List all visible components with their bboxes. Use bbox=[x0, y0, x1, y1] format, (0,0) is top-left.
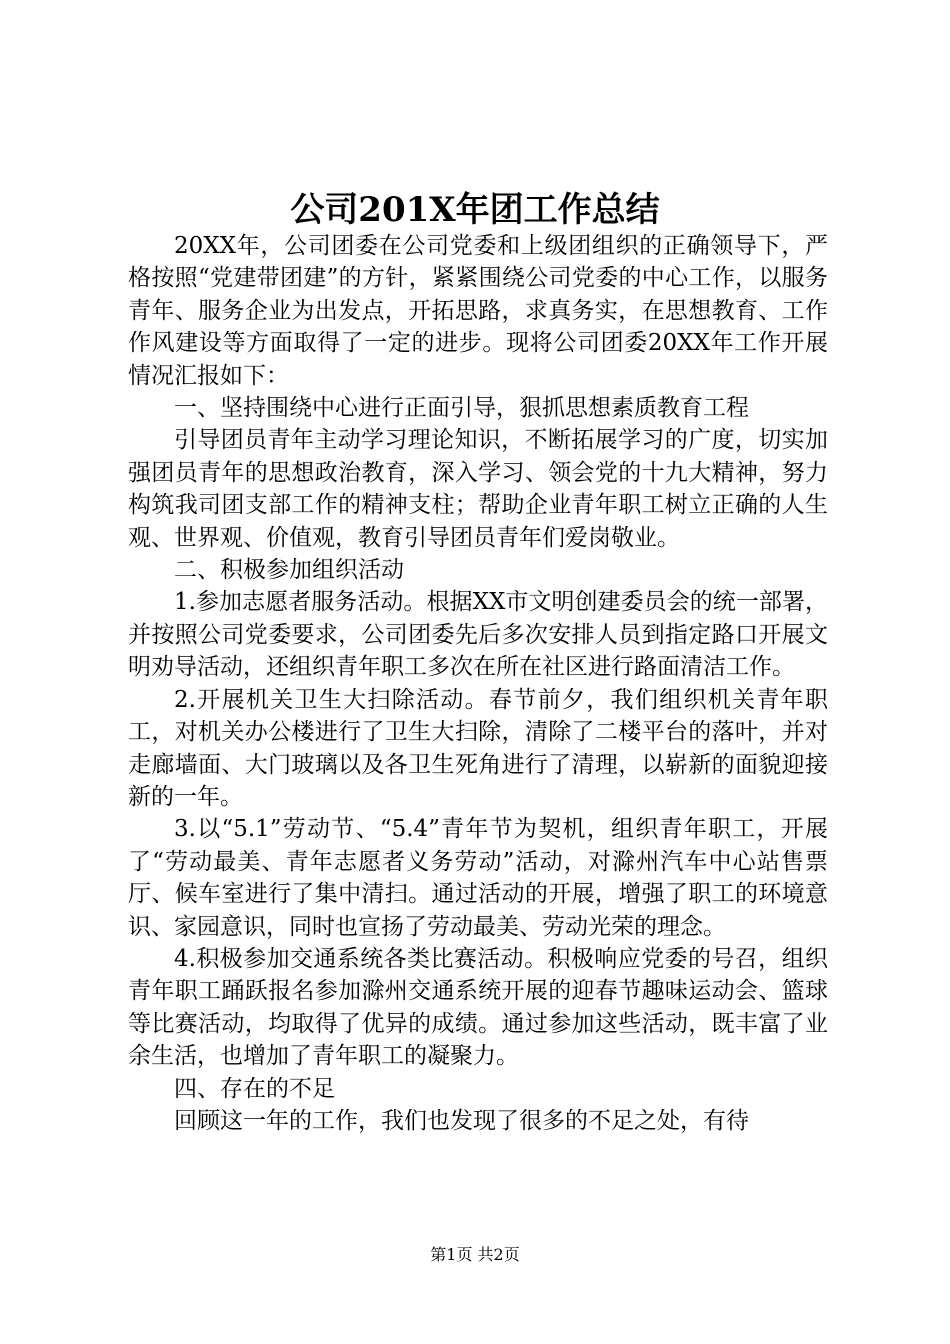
section-heading-4: 四、存在的不足 bbox=[174, 1075, 335, 1102]
paragraph-labor-day: 3.以“5.1”劳动节、“5.4”青年节为契机，组织青年职工，开展了“劳动最美、青年志愿者义务劳动”活动，对滁州汽车中心站售票厅、候车室进行了集中清扫。通过活动的开展，增强了职工的环境意识、家园意识，同时也宣扬了劳动最美、劳动光荣的理念。 bbox=[128, 816, 828, 940]
section-heading-1: 一、坚持围绕中心进行正面引导，狠抓思想素质教育工程 bbox=[174, 395, 749, 422]
document-title: 公司201X年团工作总结 bbox=[290, 190, 660, 230]
page-number: 第1页 共2页 bbox=[430, 1245, 520, 1264]
paragraph-volunteer: 1.参加志愿者服务活动。根据XX市文明创建委员会的统一部署，并按照公司党委要求，公司团委先后多次安排人员到指定路口开展文明劝导活动，还组织青年职工多次在所在社区进行路面清洁工作。 bbox=[128, 589, 828, 681]
paragraph-cleaning: 2.开展机关卫生大扫除活动。春节前夕，我们组织机关青年职工，对机关办公楼进行了卫生大扫除，清除了二楼平台的落叶，并对走廊墙面、大门玻璃以及各卫生死角进行了清理，以崭新的面貌迎接新的一年。 bbox=[128, 686, 828, 810]
document-body bbox=[128, 230, 828, 1137]
paragraph-education: 引导团员青年主动学习理论知识，不断拓展学习的广度，切实加强团员青年的思想政治教育，深入学习、领会党的十九大精神，努力构筑我司团支部工作的精神支柱；帮助企业青年职工树立正确的人生观、世界观、价值观，教育引导团员青年们爱岗敬业。 bbox=[128, 427, 828, 551]
paragraph-shortcomings: 回顾这一年的工作，我们也发现了很多的不足之处，有待 bbox=[174, 1107, 749, 1134]
section-heading-2: 二、积极参加组织活动 bbox=[174, 557, 404, 584]
paragraph-intro: 20XX年，公司团委在公司党委和上级团组织的正确领导下，严格按照“党建带团建”的方针，紧紧围绕公司党委的中心工作，以服务青年、服务企业为出发点，开拓思路，求真务实，在思想教育、工作作风建设等方面取得了一定的进步。现将公司团委20XX年工作开展情况汇报如下： bbox=[128, 233, 828, 389]
paragraph-competitions: 4.积极参加交通系统各类比赛活动。积极响应党委的号召，组织青年职工踊跃报名参加滁州交通系统开展的迎春节趣味运动会、篮球等比赛活动，均取得了优异的成绩。通过参加这些活动，既丰富了业余生活，也增加了青年职工的凝聚力。 bbox=[128, 945, 828, 1070]
